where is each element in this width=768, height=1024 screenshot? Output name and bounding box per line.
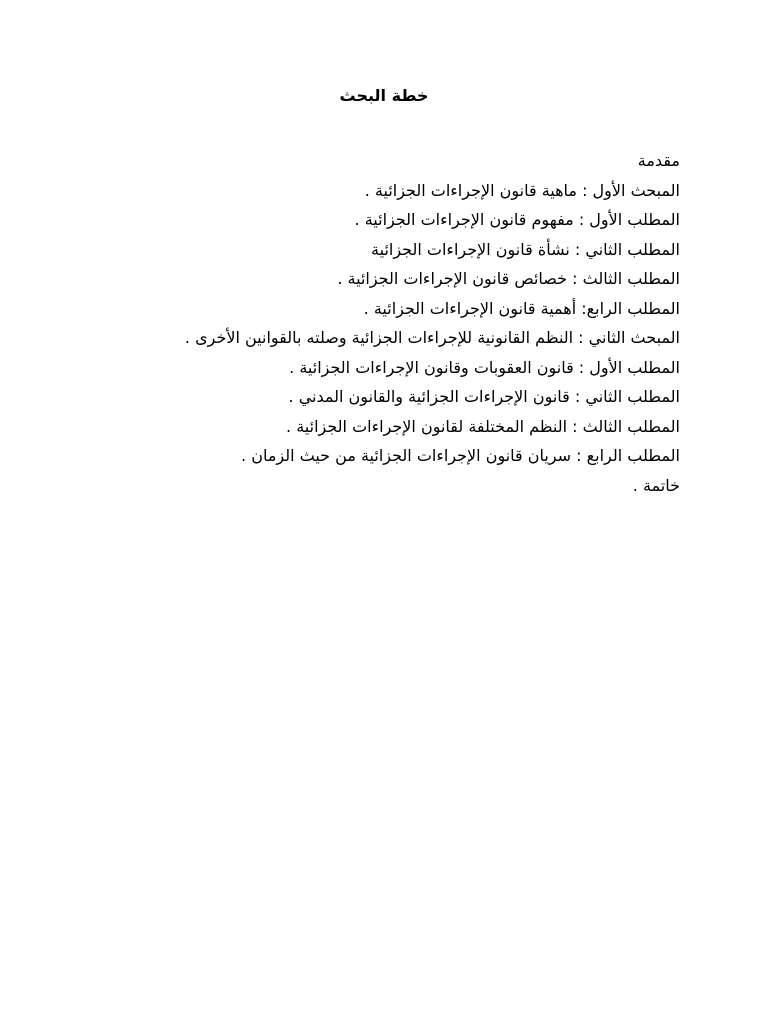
outline-line-section-2-part-1: المطلب الأول : قانون العقوبات وقانون الإجراءات الجزائية . bbox=[289, 357, 680, 377]
outline-line-section-1-part-2: المطلب الثاني : نشأة قانون الإجراءات الجزائية bbox=[371, 239, 680, 259]
outline-line-section-2-part-4: المطلب الرابع : سريان قانون الإجراءات الجزائية من حيث الزمان . bbox=[241, 446, 680, 465]
outline-line-conclusion: خاتمة . bbox=[632, 475, 680, 495]
outline-list bbox=[60, 146, 680, 500]
outline-line-section-1-part-3: المطلب الثالث : خصائص قانون الإجراءات الجزائية . bbox=[337, 269, 680, 288]
outline-line-introduction: مقدمة bbox=[637, 151, 680, 170]
outline-line-section-2-part-3: المطلب الثالث : النظم المختلفة لقانون الإجراءات الجزائية . bbox=[286, 416, 680, 436]
outline-line-section-2-part-2: المطلب الثاني : قانون الإجراءات الجزائية والقانون المدني . bbox=[288, 387, 680, 406]
document-title: خطة البحث bbox=[339, 86, 429, 105]
outline-line-section-1: المبحث الأول : ماهية قانون الإجراءات الجزائية . bbox=[364, 180, 680, 200]
outline-line-section-2: المبحث الثاني : النظم القانونية للإجراءات الجزائية وصلته بالقوانين الأخرى . bbox=[184, 328, 680, 347]
outline-line-section-1-part-4: المطلب الرابع: أهمية قانون الإجراءات الجزائية . bbox=[363, 298, 680, 318]
outline-line-section-1-part-1: المطلب الأول : مفهوم قانون الإجراءات الجزائية . bbox=[354, 210, 680, 229]
